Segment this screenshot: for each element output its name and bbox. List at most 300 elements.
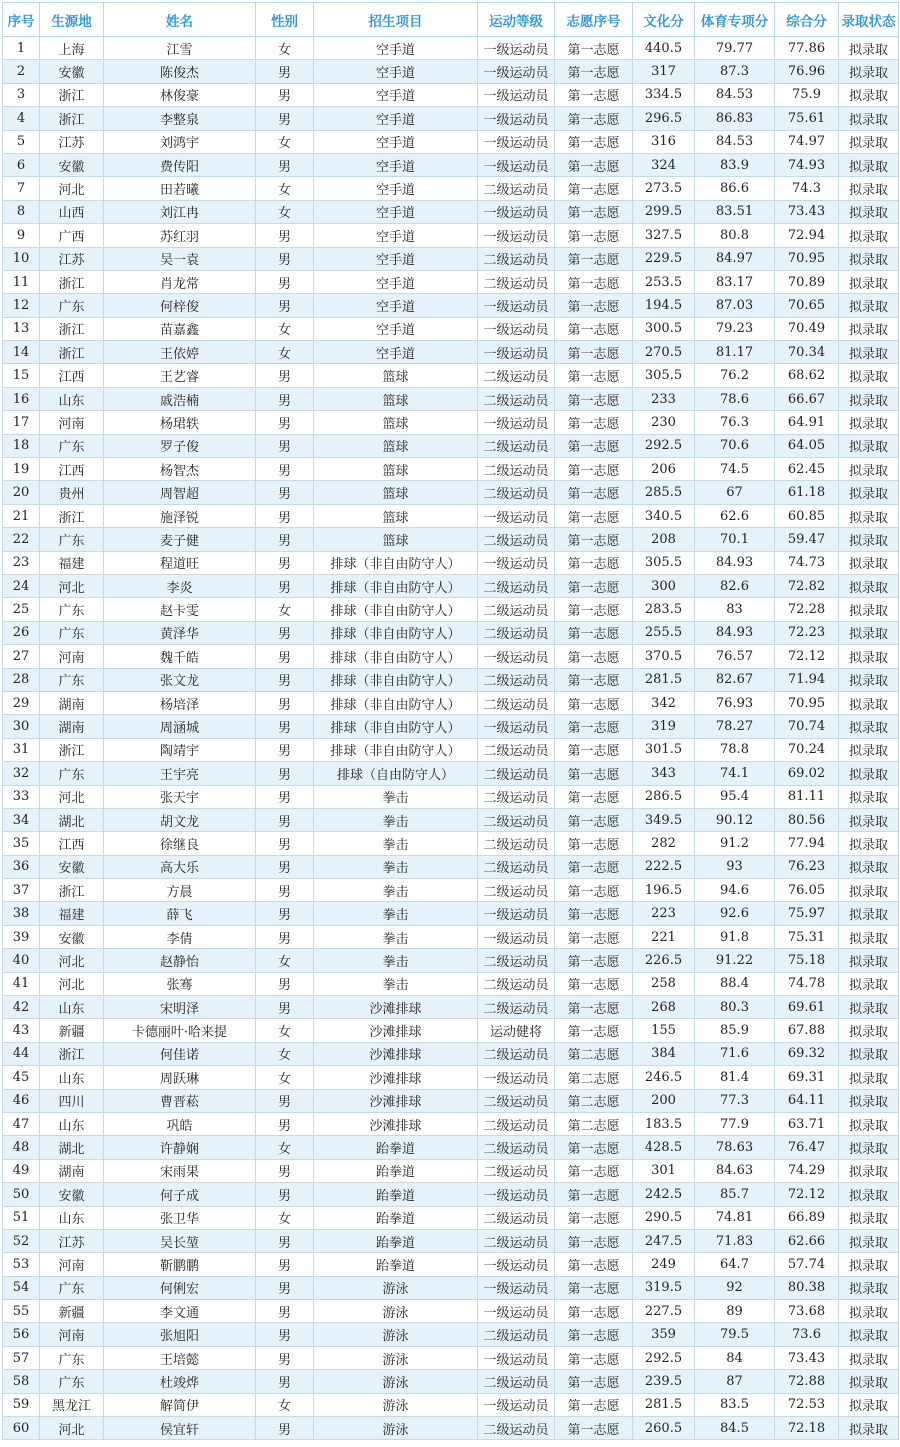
header-sport-score: 体育专项分 (695, 3, 775, 37)
table-row (3, 1229, 899, 1252)
cell-sport-score: 95.4 (695, 785, 775, 808)
cell-preference: 第一志愿 (555, 598, 633, 621)
cell-preference: 第一志愿 (555, 762, 633, 785)
cell-program: 游泳 (314, 1276, 478, 1299)
cell-origin: 浙江 (40, 83, 104, 106)
cell-name: 赵静怡 (104, 949, 256, 972)
table-row (3, 458, 899, 481)
cell-origin: 广东 (40, 434, 104, 457)
cell-name: 费传阳 (104, 153, 256, 176)
cell-culture-score: 292.5 (633, 434, 695, 457)
cell-gender: 女 (256, 37, 314, 60)
cell-gender: 男 (256, 434, 314, 457)
cell-preference: 第一志愿 (555, 574, 633, 597)
cell-preference: 第一志愿 (555, 715, 633, 738)
cell-gender: 女 (256, 341, 314, 364)
cell-status: 拟录取 (839, 387, 899, 410)
cell-sport-score: 91.2 (695, 832, 775, 855)
cell-status: 拟录取 (839, 1136, 899, 1159)
cell-gender: 男 (256, 528, 314, 551)
cell-name: 薛飞 (104, 902, 256, 925)
cell-total-score: 74.73 (775, 551, 839, 574)
table-row (3, 1042, 899, 1065)
cell-culture-score: 155 (633, 1019, 695, 1042)
cell-sport-score: 84.5 (695, 1417, 775, 1440)
cell-total-score: 70.95 (775, 691, 839, 714)
cell-athlete-level: 一级运动员 (478, 1346, 555, 1369)
cell-sport-score: 84.53 (695, 83, 775, 106)
cell-origin: 江苏 (40, 130, 104, 153)
cell-origin: 广东 (40, 621, 104, 644)
cell-preference: 第一志愿 (555, 37, 633, 60)
cell-culture-score: 292.5 (633, 1346, 695, 1369)
cell-index: 48 (3, 1136, 40, 1159)
cell-index: 5 (3, 130, 40, 153)
cell-gender: 女 (256, 130, 314, 153)
cell-origin: 山东 (40, 1066, 104, 1089)
cell-name: 杨培泽 (104, 691, 256, 714)
cell-preference: 第一志愿 (555, 1370, 633, 1393)
cell-gender: 男 (256, 1323, 314, 1346)
cell-program: 拳击 (314, 855, 478, 878)
cell-total-score: 72.12 (775, 1183, 839, 1206)
cell-sport-score: 91.22 (695, 949, 775, 972)
cell-gender: 男 (256, 785, 314, 808)
cell-name: 苗嘉鑫 (104, 317, 256, 340)
cell-preference: 第二志愿 (555, 1042, 633, 1065)
cell-athlete-level: 二级运动员 (478, 1370, 555, 1393)
cell-total-score: 72.94 (775, 224, 839, 247)
cell-origin: 河北 (40, 1417, 104, 1440)
cell-status: 拟录取 (839, 177, 899, 200)
cell-index: 40 (3, 949, 40, 972)
cell-preference: 第一志愿 (555, 1229, 633, 1252)
cell-name: 张天宇 (104, 785, 256, 808)
cell-gender: 女 (256, 1019, 314, 1042)
cell-status: 拟录取 (839, 1206, 899, 1229)
cell-index: 22 (3, 528, 40, 551)
cell-index: 12 (3, 294, 40, 317)
table-row (3, 1346, 899, 1369)
cell-preference: 第一志愿 (555, 785, 633, 808)
cell-status: 拟录取 (839, 1042, 899, 1065)
cell-total-score: 81.11 (775, 785, 839, 808)
cell-program: 跆拳道 (314, 1229, 478, 1252)
cell-status: 拟录取 (839, 832, 899, 855)
cell-status: 拟录取 (839, 270, 899, 293)
cell-status: 拟录取 (839, 949, 899, 972)
cell-index: 60 (3, 1417, 40, 1440)
cell-index: 31 (3, 738, 40, 761)
cell-total-score: 66.89 (775, 1206, 839, 1229)
cell-program: 篮球 (314, 411, 478, 434)
table-row (3, 107, 899, 130)
cell-sport-score: 70.6 (695, 434, 775, 457)
cell-program: 沙滩排球 (314, 996, 478, 1019)
cell-program: 跆拳道 (314, 1136, 478, 1159)
cell-gender: 男 (256, 972, 314, 995)
cell-sport-score: 71.83 (695, 1229, 775, 1252)
cell-program: 跆拳道 (314, 1253, 478, 1276)
cell-program: 排球（非自由防守人） (314, 645, 478, 668)
cell-gender: 男 (256, 551, 314, 574)
cell-preference: 第一志愿 (555, 1417, 633, 1440)
cell-gender: 女 (256, 200, 314, 223)
cell-gender: 男 (256, 691, 314, 714)
cell-origin: 浙江 (40, 738, 104, 761)
cell-preference: 第一志愿 (555, 1183, 633, 1206)
cell-index: 32 (3, 762, 40, 785)
cell-total-score: 60.85 (775, 504, 839, 527)
cell-name: 许静娴 (104, 1136, 256, 1159)
cell-program: 排球（非自由防守人） (314, 691, 478, 714)
cell-preference: 第一志愿 (555, 1393, 633, 1416)
cell-name: 罗子俊 (104, 434, 256, 457)
table-row (3, 270, 899, 293)
cell-program: 游泳 (314, 1393, 478, 1416)
cell-name: 李炎 (104, 574, 256, 597)
cell-program: 游泳 (314, 1300, 478, 1323)
cell-culture-score: 230 (633, 411, 695, 434)
cell-status: 拟录取 (839, 879, 899, 902)
cell-origin: 安徽 (40, 1183, 104, 1206)
cell-athlete-level: 一级运动员 (478, 37, 555, 60)
cell-name: 黄泽华 (104, 621, 256, 644)
cell-program: 排球（非自由防守人） (314, 551, 478, 574)
cell-total-score: 72.88 (775, 1370, 839, 1393)
cell-preference: 第一志愿 (555, 1019, 633, 1042)
cell-index: 30 (3, 715, 40, 738)
table-row (3, 691, 899, 714)
cell-culture-score: 319 (633, 715, 695, 738)
cell-program: 空手道 (314, 107, 478, 130)
cell-athlete-level: 二级运动员 (478, 668, 555, 691)
cell-status: 拟录取 (839, 481, 899, 504)
cell-origin: 河南 (40, 1323, 104, 1346)
cell-preference: 第一志愿 (555, 668, 633, 691)
cell-gender: 女 (256, 1206, 314, 1229)
table-row (3, 574, 899, 597)
table-row (3, 1019, 899, 1042)
cell-culture-score: 281.5 (633, 1393, 695, 1416)
cell-athlete-level: 一级运动员 (478, 504, 555, 527)
cell-name: 戚浩楠 (104, 387, 256, 410)
cell-index: 9 (3, 224, 40, 247)
cell-origin: 上海 (40, 37, 104, 60)
table-row (3, 481, 899, 504)
cell-origin: 河南 (40, 411, 104, 434)
cell-culture-score: 268 (633, 996, 695, 1019)
cell-index: 24 (3, 574, 40, 597)
cell-culture-score: 253.5 (633, 270, 695, 293)
cell-gender: 男 (256, 270, 314, 293)
cell-status: 拟录取 (839, 1112, 899, 1135)
cell-preference: 第一志愿 (555, 1159, 633, 1182)
cell-origin: 广东 (40, 1346, 104, 1369)
cell-culture-score: 249 (633, 1253, 695, 1276)
cell-total-score: 69.32 (775, 1042, 839, 1065)
cell-name: 吴一袁 (104, 247, 256, 270)
cell-gender: 男 (256, 107, 314, 130)
cell-status: 拟录取 (839, 294, 899, 317)
cell-total-score: 72.82 (775, 574, 839, 597)
cell-program: 游泳 (314, 1417, 478, 1440)
cell-culture-score: 242.5 (633, 1183, 695, 1206)
table-row (3, 598, 899, 621)
cell-athlete-level: 一级运动员 (478, 153, 555, 176)
cell-index: 23 (3, 551, 40, 574)
cell-culture-score: 286.5 (633, 785, 695, 808)
cell-total-score: 74.78 (775, 972, 839, 995)
cell-sport-score: 83.51 (695, 200, 775, 223)
cell-culture-score: 226.5 (633, 949, 695, 972)
table-row (3, 411, 899, 434)
cell-name: 宋雨果 (104, 1159, 256, 1182)
cell-preference: 第一志愿 (555, 879, 633, 902)
cell-origin: 广西 (40, 224, 104, 247)
table-row (3, 387, 899, 410)
cell-gender: 男 (256, 621, 314, 644)
cell-status: 拟录取 (839, 762, 899, 785)
cell-origin: 广东 (40, 762, 104, 785)
cell-gender: 男 (256, 574, 314, 597)
cell-program: 排球（非自由防守人） (314, 598, 478, 621)
cell-name: 田若曦 (104, 177, 256, 200)
cell-athlete-level: 二级运动员 (478, 1136, 555, 1159)
cell-index: 29 (3, 691, 40, 714)
cell-index: 4 (3, 107, 40, 130)
cell-sport-score: 76.3 (695, 411, 775, 434)
cell-gender: 男 (256, 294, 314, 317)
cell-athlete-level: 二级运动员 (478, 1089, 555, 1112)
cell-gender: 男 (256, 738, 314, 761)
cell-gender: 男 (256, 925, 314, 948)
cell-athlete-level: 一级运动员 (478, 1066, 555, 1089)
cell-preference: 第一志愿 (555, 1323, 633, 1346)
cell-index: 38 (3, 902, 40, 925)
table-row (3, 83, 899, 106)
cell-index: 59 (3, 1393, 40, 1416)
cell-total-score: 76.96 (775, 60, 839, 83)
cell-culture-score: 440.5 (633, 37, 695, 60)
cell-index: 41 (3, 972, 40, 995)
cell-sport-score: 93 (695, 855, 775, 878)
cell-name: 何俐宏 (104, 1276, 256, 1299)
cell-index: 34 (3, 808, 40, 831)
cell-athlete-level: 二级运动员 (478, 855, 555, 878)
cell-gender: 男 (256, 364, 314, 387)
cell-name: 张旭阳 (104, 1323, 256, 1346)
cell-status: 拟录取 (839, 1183, 899, 1206)
cell-preference: 第一志愿 (555, 1346, 633, 1369)
cell-program: 沙滩排球 (314, 1112, 478, 1135)
cell-sport-score: 86.83 (695, 107, 775, 130)
cell-sport-score: 76.2 (695, 364, 775, 387)
cell-origin: 安徽 (40, 925, 104, 948)
cell-index: 21 (3, 504, 40, 527)
cell-status: 拟录取 (839, 1417, 899, 1440)
cell-sport-score: 91.8 (695, 925, 775, 948)
cell-status: 拟录取 (839, 1159, 899, 1182)
cell-program: 游泳 (314, 1346, 478, 1369)
cell-culture-score: 359 (633, 1323, 695, 1346)
cell-program: 沙滩排球 (314, 1089, 478, 1112)
cell-gender: 男 (256, 60, 314, 83)
cell-name: 何佳诺 (104, 1042, 256, 1065)
cell-origin: 贵州 (40, 481, 104, 504)
cell-culture-score: 290.5 (633, 1206, 695, 1229)
cell-preference: 第二志愿 (555, 1112, 633, 1135)
cell-athlete-level: 二级运动员 (478, 1206, 555, 1229)
cell-origin: 湖南 (40, 715, 104, 738)
table-row (3, 996, 899, 1019)
cell-culture-score: 327.5 (633, 224, 695, 247)
cell-athlete-level: 一级运动员 (478, 902, 555, 925)
cell-program: 空手道 (314, 60, 478, 83)
cell-total-score: 74.29 (775, 1159, 839, 1182)
cell-program: 篮球 (314, 458, 478, 481)
cell-culture-score: 239.5 (633, 1370, 695, 1393)
cell-total-score: 75.31 (775, 925, 839, 948)
cell-sport-score: 85.7 (695, 1183, 775, 1206)
cell-sport-score: 78.6 (695, 387, 775, 410)
cell-origin: 浙江 (40, 879, 104, 902)
cell-total-score: 70.74 (775, 715, 839, 738)
cell-preference: 第一志愿 (555, 832, 633, 855)
cell-athlete-level: 二级运动员 (478, 972, 555, 995)
cell-preference: 第一志愿 (555, 528, 633, 551)
cell-index: 7 (3, 177, 40, 200)
cell-program: 空手道 (314, 270, 478, 293)
cell-total-score: 75.18 (775, 949, 839, 972)
cell-total-score: 64.05 (775, 434, 839, 457)
cell-origin: 四川 (40, 1089, 104, 1112)
cell-gender: 女 (256, 1393, 314, 1416)
cell-preference: 第一志愿 (555, 60, 633, 83)
cell-sport-score: 74.81 (695, 1206, 775, 1229)
cell-gender: 男 (256, 902, 314, 925)
cell-origin: 江西 (40, 364, 104, 387)
cell-athlete-level: 二级运动员 (478, 247, 555, 270)
cell-preference: 第一志愿 (555, 691, 633, 714)
header-program: 招生项目 (314, 3, 478, 37)
cell-status: 拟录取 (839, 434, 899, 457)
cell-preference: 第二志愿 (555, 1089, 633, 1112)
cell-name: 魏千皓 (104, 645, 256, 668)
cell-sport-score: 87.03 (695, 294, 775, 317)
cell-index: 47 (3, 1112, 40, 1135)
cell-origin: 浙江 (40, 107, 104, 130)
cell-preference: 第一志愿 (555, 387, 633, 410)
cell-status: 拟录取 (839, 1229, 899, 1252)
cell-culture-score: 299.5 (633, 200, 695, 223)
cell-index: 52 (3, 1229, 40, 1252)
cell-athlete-level: 一级运动员 (478, 925, 555, 948)
table-row (3, 972, 899, 995)
cell-sport-score: 85.9 (695, 1019, 775, 1042)
cell-total-score: 70.24 (775, 738, 839, 761)
cell-athlete-level: 一级运动员 (478, 551, 555, 574)
cell-program: 排球（非自由防守人） (314, 668, 478, 691)
cell-origin: 江苏 (40, 247, 104, 270)
cell-total-score: 57.74 (775, 1253, 839, 1276)
cell-athlete-level: 二级运动员 (478, 528, 555, 551)
cell-program: 排球（自由防守人） (314, 762, 478, 785)
cell-culture-score: 282 (633, 832, 695, 855)
header-preference: 志愿序号 (555, 3, 633, 37)
cell-culture-score: 342 (633, 691, 695, 714)
cell-index: 35 (3, 832, 40, 855)
cell-status: 拟录取 (839, 551, 899, 574)
cell-status: 拟录取 (839, 808, 899, 831)
cell-program: 沙滩排球 (314, 1066, 478, 1089)
cell-gender: 男 (256, 1417, 314, 1440)
cell-name: 李整泉 (104, 107, 256, 130)
cell-name: 何梓俊 (104, 294, 256, 317)
cell-culture-score: 319.5 (633, 1276, 695, 1299)
cell-gender: 男 (256, 1112, 314, 1135)
cell-origin: 广东 (40, 668, 104, 691)
cell-sport-score: 77.3 (695, 1089, 775, 1112)
cell-preference: 第一志愿 (555, 200, 633, 223)
cell-total-score: 63.71 (775, 1112, 839, 1135)
cell-athlete-level: 一级运动员 (478, 107, 555, 130)
cell-sport-score: 84.93 (695, 621, 775, 644)
cell-culture-score: 281.5 (633, 668, 695, 691)
cell-name: 张卫华 (104, 1206, 256, 1229)
cell-name: 施泽锐 (104, 504, 256, 527)
table-row (3, 224, 899, 247)
cell-name: 巩皓 (104, 1112, 256, 1135)
cell-program: 排球（非自由防守人） (314, 621, 478, 644)
cell-culture-score: 384 (633, 1042, 695, 1065)
cell-origin: 湖北 (40, 808, 104, 831)
cell-sport-score: 76.57 (695, 645, 775, 668)
table-row (3, 1276, 899, 1299)
cell-index: 10 (3, 247, 40, 270)
cell-sport-score: 87 (695, 1370, 775, 1393)
cell-total-score: 62.45 (775, 458, 839, 481)
cell-index: 2 (3, 60, 40, 83)
cell-athlete-level: 二级运动员 (478, 1229, 555, 1252)
cell-index: 43 (3, 1019, 40, 1042)
cell-program: 拳击 (314, 785, 478, 808)
cell-origin: 浙江 (40, 317, 104, 340)
cell-gender: 男 (256, 153, 314, 176)
header-status: 录取状态 (839, 3, 899, 37)
cell-sport-score: 82.67 (695, 668, 775, 691)
cell-origin: 福建 (40, 902, 104, 925)
table-row (3, 1136, 899, 1159)
cell-gender: 男 (256, 668, 314, 691)
cell-sport-score: 71.6 (695, 1042, 775, 1065)
cell-gender: 男 (256, 762, 314, 785)
cell-culture-score: 283.5 (633, 598, 695, 621)
cell-origin: 浙江 (40, 270, 104, 293)
cell-name: 江雪 (104, 37, 256, 60)
table-row (3, 1089, 899, 1112)
cell-status: 拟录取 (839, 504, 899, 527)
cell-index: 16 (3, 387, 40, 410)
cell-program: 沙滩排球 (314, 1019, 478, 1042)
cell-name: 何子成 (104, 1183, 256, 1206)
cell-gender: 女 (256, 598, 314, 621)
cell-program: 排球（非自由防守人） (314, 574, 478, 597)
cell-gender: 女 (256, 317, 314, 340)
cell-origin: 河北 (40, 177, 104, 200)
table-row (3, 1253, 899, 1276)
cell-sport-score: 83.5 (695, 1393, 775, 1416)
